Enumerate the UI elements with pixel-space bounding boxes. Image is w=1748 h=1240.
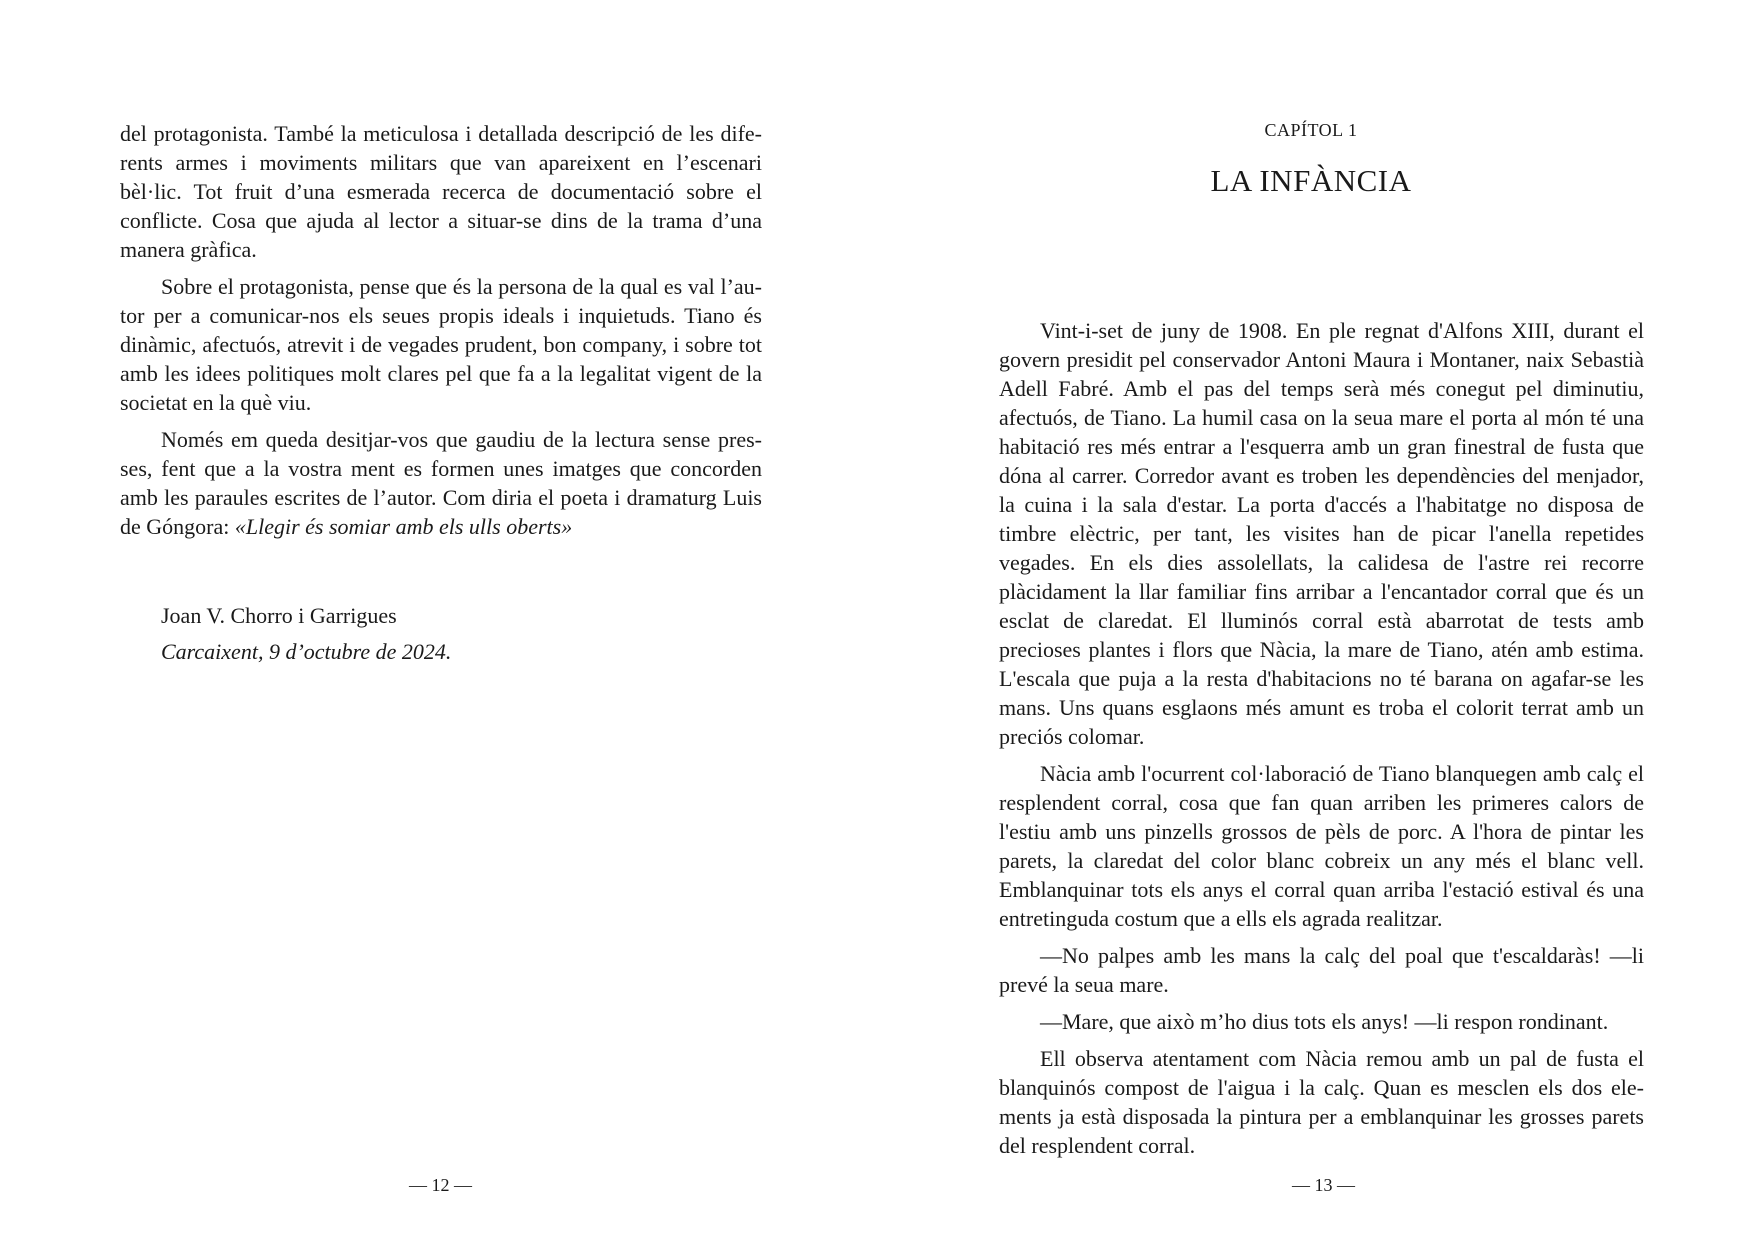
page-number-right: — 13 — — [1292, 1175, 1355, 1195]
gongora-quote: «Llegir és somiar amb els ulls oberts» — [234, 514, 573, 539]
left-body-text — [120, 119, 762, 549]
left-paragraph: del protagonista. També la meticulosa i detallada descripció de les diferents armes i moviments militars que van apareixent en l’escenari bèl·lic. Tot fruit d’una esmerada recerca de documentació sobre el conflicte. Cosa que ajuda al lector a situar-se dins de la trama d’una manera gràfica. — [120, 121, 762, 262]
right-paragraph: Nàcia amb l'ocurrent col·laboració de Tiano blanquegen amb calç el resplendent corral, cosa que fan quan arriben les primeres calors de l'estiu amb uns pinzells grossos de pèls de porc. A l'hora de pintar les parets, la claredat del color blanc cobreix un any més el blanc vell. Emblanquinar tots els anys el corral quan arriba l'estació estival és una entretinguda costum que a ells els agrada realitzar. — [999, 761, 1644, 931]
left-final-text: Només em queda desitjar-vos que gaudiu de la lectura sense presses, fent que a la vostra ment es formen unes imatges que concorden amb les paraules escrites de l’autor. Com diria el poeta i dramaturg Luis de Góngora: — [120, 427, 762, 539]
right-paragraph: —Mare, que això m’ho dius tots els anys! —li respon rondinant. — [1040, 1009, 1609, 1034]
signature-block — [161, 598, 451, 670]
right-paragraph: —No palpes amb les mans la calç del poal que t'escaldaràs! —li prevé la seua mare. — [999, 943, 1644, 997]
signature-place-date: Carcaixent, 9 d’octubre de 2024. — [161, 639, 452, 664]
signature-name: Joan V. Chorro i Garrigues — [161, 603, 397, 628]
chapter-title: LA INFÀNCIA — [1210, 163, 1412, 198]
right-paragraph: Ell observa atentament com Nàcia remou amb un pal de fusta el blanquinós compost de l'aigua i la calç. Quan es mesclen els dos elements ja està disposada la pintura per a emblanquinar les grosses parets del resplendent corral. — [999, 1046, 1644, 1158]
right-page — [874, 0, 1748, 1240]
chapter-label: CAPÍTOL 1 — [1264, 120, 1358, 140]
right-paragraph: Vint-i-set de juny de 1908. En ple regnat d'Alfons XIII, durant el govern presidit pel conservador Antoni Maura i Montaner, naix Sebastià Adell Fabré. Amb el pas del temps serà més conegut pel diminutiu, afectuós, de Tiano. La humil casa on la seua mare el porta al món té una habitació res més entrar a l'esquerra amb un gran finestral de fusta que dóna al carrer. Corredor avant es troben les dependències del menjador, la cuina i la sala d'estar. La porta d'accés a l'habitatge no disposa de timbre elèctric, per tant, les visites han de picar l'anella repetides vegades. En els dies assolellats, la calidesa de l'astre rei recorre plàcidament la llar familiar fins arribar a l'encantador corral que és un esclat de claredat. El lluminós corral està abarrotat de tests amb precioses plantes i flors que Nàcia, la mare de Tiano, atén amb estima. L'escala que puja a la resta d'habitacions no té barana on agafar-se les mans. Uns quans esglaons més amunt es troba el colorit terrat amb un preciós colomar. — [999, 318, 1644, 749]
left-paragraph: Sobre el protagonista, pense que és la persona de la qual es val l’autor per a comunicar-nos els seues propis ideals i inquietuds. Tiano és dinàmic, afectuós, atrevit i de vegades prudent, bon company, i sobre tot amb les idees politiques molt clares pel que fa a la legalitat vigent de la societat en la què viu. — [120, 274, 762, 415]
left-paragraph-final — [120, 425, 762, 541]
right-body-text — [999, 316, 1644, 1168]
page-number-left: — 12 — — [409, 1175, 472, 1195]
